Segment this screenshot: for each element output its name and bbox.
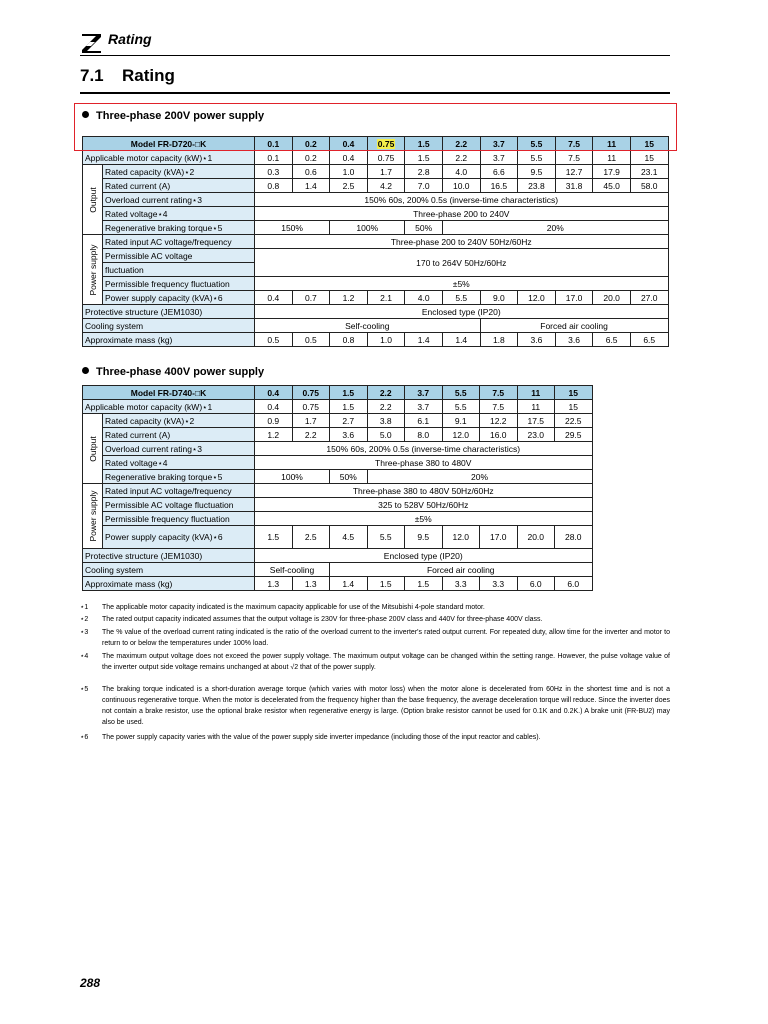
table-row <box>83 179 669 193</box>
header-rule <box>80 55 670 56</box>
value-cell: 12.0 <box>518 291 556 305</box>
row-label: Regenerative braking torque⋆5 <box>103 470 255 484</box>
model-cell: 0.75 <box>292 386 330 400</box>
heading-400v-text: Three-phase 400V power supply <box>96 366 265 378</box>
value-cell: 15 <box>630 151 668 165</box>
row-label: Rated voltage⋆4 <box>103 207 255 221</box>
value-cell: 0.8 <box>255 179 293 193</box>
value-cell: 31.8 <box>555 179 593 193</box>
row-label: Applicable motor capacity (kW)⋆1 <box>83 151 255 165</box>
table-row <box>83 577 593 591</box>
row-label: Cooling system <box>83 319 255 333</box>
value-cell: 2.2 <box>442 151 480 165</box>
value-cell: 0.75 <box>367 151 405 165</box>
value-cell: 16.5 <box>480 179 518 193</box>
value-cell: 50% <box>405 221 443 235</box>
value-cell: 17.5 <box>517 414 555 428</box>
row-label: Power supply capacity (kVA)⋆6 <box>103 291 255 305</box>
table-row <box>83 414 593 428</box>
value-cell: 3.6 <box>555 333 593 347</box>
model-cell: 7.5 <box>480 386 518 400</box>
table-row <box>83 165 669 179</box>
value-cell: 9.5 <box>518 165 556 179</box>
value-cell: 1.5 <box>367 577 405 591</box>
row-label: Approximate mass (kg) <box>83 333 255 347</box>
row-label: Rated capacity (kVA)⋆2 <box>103 414 255 428</box>
row-label: Permissible frequency fluctuation <box>103 512 255 526</box>
value-cell: 9.5 <box>405 526 443 549</box>
footnote-text: The maximum output voltage does not exceed the power supply voltage. The maximum output voltage can be changed within the setting range. However, the pulse voltage value of the inverter output side voltage remains unchanged at about √2 that of the power supply. <box>102 653 670 671</box>
value-cell: 150% 60s, 200% 0.5s (inverse-time characteristics) <box>255 442 593 456</box>
value-cell: 0.75 <box>292 400 330 414</box>
value-cell: 0.9 <box>255 414 293 428</box>
value-cell: 5.5 <box>518 151 556 165</box>
table-row <box>83 151 669 165</box>
model-cell: 5.5 <box>518 137 556 151</box>
footnote <box>80 651 670 673</box>
section-title <box>80 66 175 86</box>
section-number: 7.1 <box>80 66 104 85</box>
value-cell: 23.8 <box>518 179 556 193</box>
value-cell: 2.2 <box>367 400 405 414</box>
table-row <box>83 498 593 512</box>
value-cell: 1.3 <box>292 577 330 591</box>
row-label: Permissible AC voltage <box>103 249 255 263</box>
table-row <box>83 193 669 207</box>
model-cell: 1.5 <box>330 386 368 400</box>
row-label: Protective structure (JEM1030) <box>83 305 255 319</box>
value-cell: ±5% <box>255 512 593 526</box>
table-row <box>83 277 669 291</box>
value-cell: 9.0 <box>480 291 518 305</box>
value-cell: 6.5 <box>593 333 631 347</box>
model-cell: 0.4 <box>330 137 368 151</box>
row-label: Rated capacity (kVA)⋆2 <box>103 165 255 179</box>
row-label: Permissible AC voltage fluctuation <box>103 498 255 512</box>
value-cell: Three-phase 380 to 480V 50Hz/60Hz <box>255 484 593 498</box>
value-cell: 3.3 <box>480 577 518 591</box>
value-cell: 1.2 <box>255 428 293 442</box>
group-label-output: Output <box>83 165 103 235</box>
value-cell: 23.0 <box>517 428 555 442</box>
value-cell: 5.5 <box>442 400 480 414</box>
row-label: Rated voltage⋆4 <box>103 456 255 470</box>
value-cell: 11 <box>517 400 555 414</box>
value-cell: 2.2 <box>292 428 330 442</box>
mitsubishi-z-logo-icon <box>80 32 102 54</box>
value-cell: 2.7 <box>330 414 368 428</box>
value-cell: 8.0 <box>405 428 443 442</box>
value-cell: 1.5 <box>405 577 443 591</box>
table-row <box>83 291 669 305</box>
heading-200v-text: Three-phase 200V power supply <box>96 110 265 122</box>
table-row <box>83 484 593 498</box>
value-cell: Enclosed type (IP20) <box>255 549 593 563</box>
model-cell: 7.5 <box>555 137 593 151</box>
heading-400v <box>82 366 264 378</box>
row-label: Cooling system <box>83 563 255 577</box>
model-cell: 2.2 <box>367 386 405 400</box>
row-label: Applicable motor capacity (kW)⋆1 <box>83 400 255 414</box>
value-cell: 100% <box>330 221 405 235</box>
footnote-mark: ⋆6 <box>80 734 89 741</box>
value-cell: 150% <box>255 221 330 235</box>
value-cell: 29.5 <box>555 428 593 442</box>
row-label: fluctuation <box>103 263 255 277</box>
value-cell: 7.0 <box>405 179 443 193</box>
table-row <box>83 249 669 263</box>
model-cell: 0.4 <box>255 386 293 400</box>
value-cell: 12.0 <box>442 428 480 442</box>
value-cell: 1.5 <box>330 400 368 414</box>
value-cell: 12.7 <box>555 165 593 179</box>
footnote-mark: ⋆2 <box>80 616 89 623</box>
value-cell: 6.0 <box>555 577 593 591</box>
value-cell: Forced air cooling <box>480 319 668 333</box>
value-cell: 0.4 <box>255 400 293 414</box>
value-cell: 5.0 <box>367 428 405 442</box>
value-cell: 1.4 <box>442 333 480 347</box>
value-cell: 2.8 <box>405 165 443 179</box>
value-cell: 0.5 <box>292 333 330 347</box>
value-cell: 17.9 <box>593 165 631 179</box>
value-cell: 0.4 <box>255 291 293 305</box>
value-cell: 20.0 <box>517 526 555 549</box>
value-cell: 17.0 <box>555 291 593 305</box>
value-cell: 28.0 <box>555 526 593 549</box>
model-cell: 11 <box>593 137 631 151</box>
value-cell: 15 <box>555 400 593 414</box>
footnote-mark: ⋆4 <box>80 653 89 660</box>
model-cell: 15 <box>630 137 668 151</box>
model-cell: 2.2 <box>442 137 480 151</box>
value-cell: 100% <box>255 470 330 484</box>
value-cell: 23.1 <box>630 165 668 179</box>
value-cell: 0.6 <box>292 165 330 179</box>
table-row <box>83 563 593 577</box>
value-cell: 3.8 <box>367 414 405 428</box>
value-cell: 11 <box>593 151 631 165</box>
group-label-power-supply: Power supply <box>83 235 103 305</box>
footnote-text: The rated output capacity indicated assumes that the output voltage is 230V for three-phase 200V class and 440V for three-phase 400V class. <box>102 616 543 623</box>
value-cell: 45.0 <box>593 179 631 193</box>
value-cell: 1.8 <box>480 333 518 347</box>
value-cell: 20% <box>442 221 668 235</box>
row-label: Protective structure (JEM1030) <box>83 549 255 563</box>
value-cell: 6.0 <box>517 577 555 591</box>
chapter-header: Rating <box>108 31 152 47</box>
row-label: Overload current rating⋆3 <box>103 193 255 207</box>
footnote <box>80 627 670 649</box>
rating-table-200v <box>82 136 669 347</box>
row-label: Rated current (A) <box>103 428 255 442</box>
row-label: Rated input AC voltage/frequency <box>103 484 255 498</box>
rating-table-400v <box>82 385 593 591</box>
model-cell: 1.5 <box>405 137 443 151</box>
value-cell: 0.5 <box>255 333 293 347</box>
value-cell: 1.4 <box>292 179 330 193</box>
table-row <box>83 319 669 333</box>
footnote-mark: ⋆1 <box>80 604 89 611</box>
table-row <box>83 442 593 456</box>
value-cell: Enclosed type (IP20) <box>255 305 669 319</box>
table-row <box>83 549 593 563</box>
table-row <box>83 512 593 526</box>
table-row <box>83 456 593 470</box>
model-header: Model FR-D720-□K <box>83 137 255 151</box>
value-cell: 0.3 <box>255 165 293 179</box>
table-row <box>83 470 593 484</box>
page-number: 288 <box>80 976 101 990</box>
value-cell: Self-cooling <box>255 319 481 333</box>
value-cell: 150% 60s, 200% 0.5s (inverse-time characteristics) <box>255 193 669 207</box>
value-cell: 2.1 <box>367 291 405 305</box>
value-cell: 16.0 <box>480 428 518 442</box>
footnote <box>80 684 670 728</box>
value-cell: 5.5 <box>442 291 480 305</box>
model-cell: 0.1 <box>255 137 293 151</box>
value-cell: 50% <box>330 470 368 484</box>
value-cell: 58.0 <box>630 179 668 193</box>
value-cell: 3.6 <box>518 333 556 347</box>
value-cell: 5.5 <box>367 526 405 549</box>
footnote <box>80 602 670 613</box>
value-cell: 10.0 <box>442 179 480 193</box>
footnote <box>80 732 670 743</box>
value-cell: 6.5 <box>630 333 668 347</box>
value-cell: 3.7 <box>405 400 443 414</box>
value-cell: 4.0 <box>442 165 480 179</box>
model-cell: 3.7 <box>480 137 518 151</box>
value-cell: 170 to 264V 50Hz/60Hz <box>255 249 669 277</box>
value-cell: 9.1 <box>442 414 480 428</box>
value-cell: 0.4 <box>330 151 368 165</box>
value-cell: 27.0 <box>630 291 668 305</box>
value-cell: 4.5 <box>330 526 368 549</box>
value-cell: 1.2 <box>330 291 368 305</box>
value-cell: 2.5 <box>330 179 368 193</box>
value-cell: 325 to 528V 50Hz/60Hz <box>255 498 593 512</box>
table-row <box>83 305 669 319</box>
value-cell: 20.0 <box>593 291 631 305</box>
table-row <box>83 526 593 549</box>
value-cell: 1.7 <box>367 165 405 179</box>
value-cell: 3.7 <box>480 151 518 165</box>
table-row <box>83 207 669 221</box>
value-cell: Three-phase 200 to 240V 50Hz/60Hz <box>255 235 669 249</box>
value-cell: 0.2 <box>292 151 330 165</box>
model-cell: 15 <box>555 386 593 400</box>
value-cell: 0.7 <box>292 291 330 305</box>
row-label: Permissible frequency fluctuation <box>103 277 255 291</box>
group-label-output: Output <box>83 414 103 484</box>
section-title-text: Rating <box>122 66 175 85</box>
row-label: Rated current (A) <box>103 179 255 193</box>
footnote-mark: ⋆3 <box>80 629 89 636</box>
value-cell: 1.7 <box>292 414 330 428</box>
model-cell: 3.7 <box>405 386 443 400</box>
footnote <box>80 614 670 625</box>
value-cell: 0.8 <box>330 333 368 347</box>
table-row <box>83 221 669 235</box>
value-cell: 4.0 <box>405 291 443 305</box>
model-cell: 0.2 <box>292 137 330 151</box>
table-row <box>83 235 669 249</box>
value-cell: 6.6 <box>480 165 518 179</box>
value-cell: 20% <box>367 470 592 484</box>
value-cell: Forced air cooling <box>330 563 593 577</box>
value-cell: 22.5 <box>555 414 593 428</box>
value-cell: Three-phase 380 to 480V <box>255 456 593 470</box>
title-rule <box>80 92 670 94</box>
value-cell: 4.2 <box>367 179 405 193</box>
value-cell: 1.4 <box>405 333 443 347</box>
bullet-icon <box>82 367 89 374</box>
value-cell: 2.5 <box>292 526 330 549</box>
value-cell: 12.2 <box>480 414 518 428</box>
value-cell: 6.1 <box>405 414 443 428</box>
footnote-text: The braking torque indicated is a short-duration average torque (which varies with motor loss) when the motor alone is decelerated from 60Hz in the shortest time and is not a continuous regenerative torque. When the motor is decelerated from the frequency higher than the base frequency, the average deceleration torque will reduce. Since the inverter does not contain a brake resistor, use the optional brake resistor when regenerative energy is large. (Option brake resistor cannot be used for 0.1K and 0.2K.) A brake unit (FR-BU2) may also be used. <box>102 686 670 726</box>
model-cell: 11 <box>517 386 555 400</box>
value-cell: 1.0 <box>330 165 368 179</box>
value-cell: ±5% <box>255 277 669 291</box>
table-row <box>83 333 669 347</box>
value-cell: 1.5 <box>405 151 443 165</box>
value-cell: 7.5 <box>555 151 593 165</box>
value-cell: 1.5 <box>255 526 293 549</box>
model-header: Model FR-D740-□K <box>83 386 255 400</box>
value-cell: 3.3 <box>442 577 480 591</box>
value-cell: 3.6 <box>330 428 368 442</box>
value-cell: 1.3 <box>255 577 293 591</box>
table-row <box>83 386 593 400</box>
footnote-text: The power supply capacity varies with the value of the power supply side inverter impedance (including those of the input reactor and cables). <box>102 734 541 741</box>
row-label: Regenerative braking torque⋆5 <box>103 221 255 235</box>
value-cell: 0.1 <box>255 151 293 165</box>
value-cell: Three-phase 200 to 240V <box>255 207 669 221</box>
row-label: Rated input AC voltage/frequency <box>103 235 255 249</box>
value-cell: 7.5 <box>480 400 518 414</box>
table-row <box>83 428 593 442</box>
highlight-annotation-box <box>74 103 677 151</box>
row-label: Overload current rating⋆3 <box>103 442 255 456</box>
value-cell: 12.0 <box>442 526 480 549</box>
model-cell: 5.5 <box>442 386 480 400</box>
value-cell: 17.0 <box>480 526 518 549</box>
highlighted-model: 0.75 <box>377 138 395 149</box>
row-label: Approximate mass (kg) <box>83 577 255 591</box>
footnote-text: The applicable motor capacity indicated is the maximum capacity applicable for use of the Mitsubishi 4-pole standard motor. <box>102 604 485 611</box>
value-cell: 1.0 <box>367 333 405 347</box>
value-cell: 1.4 <box>330 577 368 591</box>
row-label: Power supply capacity (kVA)⋆6 <box>103 526 255 549</box>
table-row <box>83 400 593 414</box>
footnote-text: The % value of the overload current rating indicated is the ratio of the overload current to the inverter's rated output current. For repeated duty, allow time for the inverter and motor to return to or below the temperatures under 100% load. <box>102 629 670 647</box>
group-label-power-supply: Power supply <box>83 484 103 549</box>
value-cell: Self-cooling <box>255 563 330 577</box>
footnote-mark: ⋆5 <box>80 686 89 693</box>
